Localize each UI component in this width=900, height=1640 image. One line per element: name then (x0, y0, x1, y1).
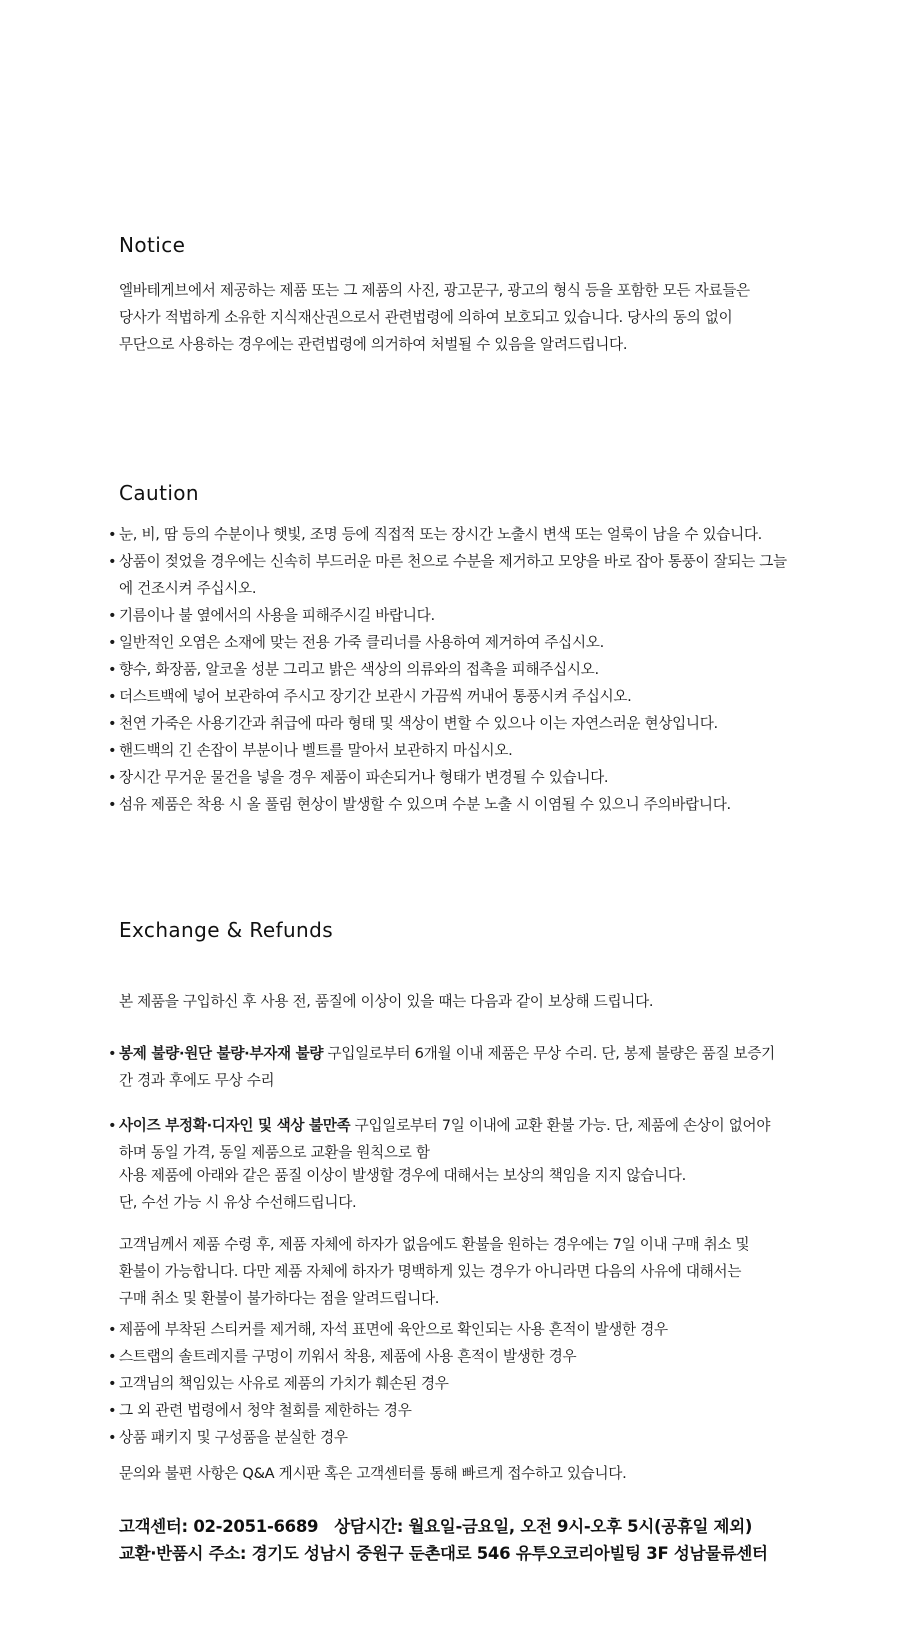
contact-center-phone: 02-2051-6689 (193, 1517, 319, 1536)
policy-item-label: 봉제 불량·원단 불량·부자재 불량 (119, 1045, 324, 1062)
notice-title: Notice (119, 233, 186, 257)
no-compensation-line: 단, 수선 가능 시 유상 수선해드립니다. (119, 1194, 357, 1211)
return-address-label: 교환·반품시 주소: (119, 1544, 247, 1563)
inquiry-text: 문의와 불편 사항은 Q&A 게시판 혹은 고객센터를 통해 빠르게 접수하고 있습니다. (119, 1465, 627, 1482)
refund-notice-line: 구매 취소 및 환불이 불가하다는 점을 알려드립니다. (119, 1290, 440, 1307)
non-refundable-list (119, 1316, 799, 1451)
contact-hours-label: 상담시간: (334, 1517, 404, 1536)
notice-text (119, 277, 799, 358)
policy-item-text: 구입일로부터 6개월 이내 제품은 무상 수리. 단, 봉제 불량은 품질 보증기간 경과 후에도 무상 수리 (119, 1045, 775, 1089)
notice-line: 엘바테게브에서 제공하는 제품 또는 그 제품의 사진, 광고문구, 광고의 형식 등을 포함한 모든 자료들은 (119, 282, 750, 299)
no-compensation-line: 사용 제품에 아래와 같은 품질 이상이 발생할 경우에 대해서는 보상의 책임을 지지 않습니다. (119, 1167, 686, 1184)
return-address-line (119, 1540, 819, 1567)
caution-item: • 장시간 무거운 물건을 넣을 경우 제품이 파손되거나 형태가 변경될 수 있습니다. (119, 764, 789, 791)
caution-item: • 눈, 비, 땀 등의 수분이나 햇빛, 조명 등에 직접적 또는 장시간 노출시 변색 또는 얼룩이 남을 수 있습니다. (119, 521, 789, 548)
non-refundable-item: • 스트랩의 솔트레지를 구멍이 끼워서 착용, 제품에 사용 흔적이 발생한 경우 (119, 1343, 799, 1370)
non-refundable-item: • 그 외 관련 법령에서 청약 철회를 제한하는 경우 (119, 1397, 799, 1424)
refund-notice-line: 환불이 가능합니다. 다만 제품 자체에 하자가 명백하게 있는 경우가 아니라면 다음의 사유에 대해서는 (119, 1263, 742, 1280)
policy-item-defect (119, 1040, 787, 1094)
non-refundable-item: • 제품에 부착된 스티커를 제거해, 자석 표면에 육안으로 확인되는 사용 흔적이 발생한 경우 (119, 1316, 799, 1343)
contact-hours-value: 월요일-금요일, 오전 9시-오후 5시(공휴일 제외) (408, 1517, 753, 1536)
policy-item-label: 사이즈 부정확·디자인 및 색상 불만족 (119, 1117, 351, 1134)
caution-item: • 섬유 제품은 착용 시 올 풀림 현상이 발생할 수 있으며 수분 노출 시 이염될 수 있으니 주의바랍니다. (119, 791, 789, 818)
contact-center-line (119, 1513, 819, 1540)
caution-item: • 천연 가죽은 사용기간과 취급에 따라 형태 및 색상이 변할 수 있으나 이는 자연스러운 현상입니다. (119, 710, 789, 737)
caution-item: • 기름이나 불 옆에서의 사용을 피해주시길 바랍니다. (119, 602, 789, 629)
exchange-title: Exchange & Refunds (119, 918, 334, 942)
refund-notice-line: 고객님께서 제품 수령 후, 제품 자체에 하자가 없음에도 환불을 원하는 경우에는 7일 이내 구매 취소 및 (119, 1236, 750, 1253)
policy-item-text: 구입일로부터 7일 이내에 교환 환불 가능. 단, 제품에 손상이 없어야 하며 동일 가격, 동일 제품으로 교환을 원칙으로 함 (119, 1117, 771, 1161)
policy-item-size (119, 1112, 787, 1166)
notice-line: 당사가 적법하게 소유한 지식재산권으로서 관련법령에 의하여 보호되고 있습니다. 당사의 동의 없이 (119, 309, 733, 326)
non-refundable-item: • 상품 패키지 및 구성품을 분실한 경우 (119, 1424, 799, 1451)
refund-notice-text (119, 1231, 809, 1312)
caution-item: • 향수, 화장품, 알코올 성분 그리고 밝은 색상의 의류와의 접촉을 피해주십시오. (119, 656, 789, 683)
non-refundable-item: • 고객님의 책임있는 사유로 제품의 가치가 훼손된 경우 (119, 1370, 799, 1397)
caution-item: • 더스트백에 넣어 보관하여 주시고 장기간 보관시 가끔씩 꺼내어 통풍시켜 주십시오. (119, 683, 789, 710)
policy-list (119, 1040, 787, 1166)
caution-item: • 핸드백의 긴 손잡이 부분이나 벨트를 말아서 보관하지 마십시오. (119, 737, 789, 764)
caution-list (119, 521, 789, 818)
notice-line: 무단으로 사용하는 경우에는 관련법령에 의거하여 처벌될 수 있음을 알려드립니다. (119, 336, 628, 353)
exchange-intro: 본 제품을 구입하신 후 사용 전, 품질에 이상이 있을 때는 다음과 같이 보상해 드립니다. (119, 993, 654, 1010)
caution-item: • 상품이 젖었을 경우에는 신속히 부드러운 마른 천으로 수분을 제거하고 모양을 바로 잡아 통풍이 잘되는 그늘에 건조시켜 주십시오. (119, 548, 789, 602)
caution-title: Caution (119, 481, 200, 505)
return-address-value: 경기도 성남시 중원구 둔촌대로 546 유투오코리아빌팅 3F 성남물류센터 (251, 1544, 768, 1563)
contact-center-label: 고객센터: (119, 1517, 188, 1536)
no-compensation-text (119, 1162, 809, 1216)
caution-item: • 일반적인 오염은 소재에 맞는 전용 가죽 클리너를 사용하여 제거하여 주십시오. (119, 629, 789, 656)
